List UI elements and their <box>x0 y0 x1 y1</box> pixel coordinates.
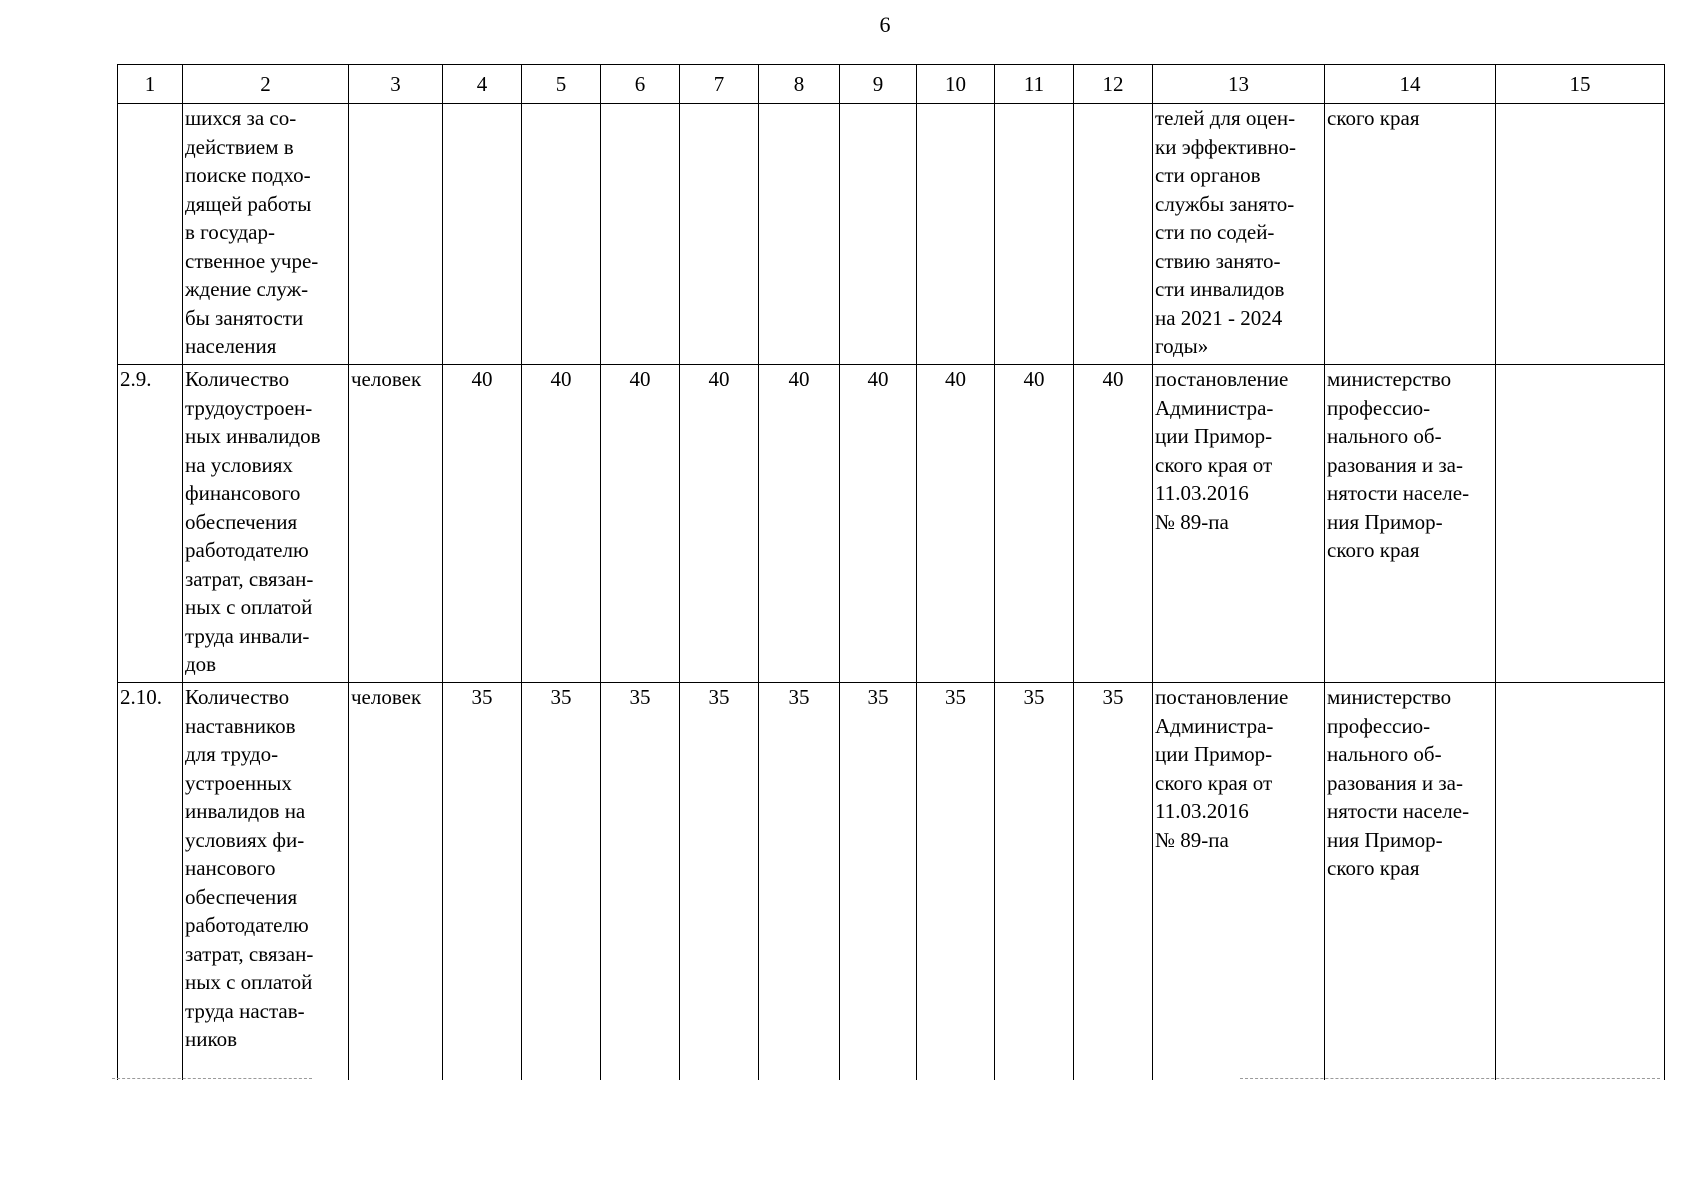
indicator-value: 40 <box>443 365 522 683</box>
indicator-value <box>995 104 1074 365</box>
indicator-value <box>680 104 759 365</box>
indicator-value <box>601 104 680 365</box>
indicator-value: 40 <box>522 365 601 683</box>
indicator-value: 40 <box>680 365 759 683</box>
column-number: 4 <box>443 65 522 104</box>
indicator-name: Количество трудоустроен- ных инвалидов на условиях финансового обеспечения работодателю затрат, связан- ных с оплатой труда инвали- дов <box>183 365 349 683</box>
column-number: 14 <box>1325 65 1496 104</box>
column-number: 13 <box>1153 65 1325 104</box>
indicator-value: 35 <box>601 683 680 1081</box>
scan-artifact-line <box>1240 1078 1660 1079</box>
indicator-value <box>443 104 522 365</box>
column-number: 3 <box>349 65 443 104</box>
table-row <box>118 683 1665 1081</box>
column-number: 10 <box>917 65 995 104</box>
indicators-table <box>117 64 1665 1080</box>
column-number: 7 <box>680 65 759 104</box>
unit-of-measure: человек <box>349 683 443 1081</box>
source-document: постановление Администра- ции Примор- ского края от 11.03.2016 № 89-па <box>1153 683 1325 1081</box>
responsible-body: министерство профессио- нального об- разования и за- нятости населе- ния Примор- ского края <box>1325 365 1496 683</box>
column-number: 5 <box>522 65 601 104</box>
row-number <box>118 104 183 365</box>
indicator-value: 35 <box>680 683 759 1081</box>
indicator-value: 35 <box>840 683 917 1081</box>
column-number: 9 <box>840 65 917 104</box>
indicator-value: 40 <box>917 365 995 683</box>
responsible-body: ского края <box>1325 104 1496 365</box>
indicator-value <box>522 104 601 365</box>
column-number: 12 <box>1074 65 1153 104</box>
indicator-value: 35 <box>443 683 522 1081</box>
indicator-value: 40 <box>1074 365 1153 683</box>
indicator-name: шихся за со- действием в поиске подхо- дящей работы в государ- ственное учре- ждение служ- бы занятости населения <box>183 104 349 365</box>
column-number: 8 <box>759 65 840 104</box>
column-number: 2 <box>183 65 349 104</box>
indicator-value <box>917 104 995 365</box>
row-number: 2.10. <box>118 683 183 1081</box>
indicator-value: 35 <box>759 683 840 1081</box>
unit-of-measure: человек <box>349 365 443 683</box>
indicator-value <box>1074 104 1153 365</box>
column-number: 1 <box>118 65 183 104</box>
column-number-row <box>118 65 1665 104</box>
note-cell <box>1496 365 1665 683</box>
source-document: телей для оцен- ки эффективно- сти органов службы занято- сти по содей- ствию занято- сти инвалидов на 2021 - 2024 годы» <box>1153 104 1325 365</box>
row-number: 2.9. <box>118 365 183 683</box>
indicator-name: Количество наставников для трудо- устроенных инвалидов на условиях фи- нансового обеспечения работодателю затрат, связан- ных с оплатой труда настав- ников <box>183 683 349 1081</box>
column-number: 15 <box>1496 65 1665 104</box>
indicator-value: 35 <box>1074 683 1153 1081</box>
column-number: 6 <box>601 65 680 104</box>
responsible-body: министерство профессио- нального об- разования и за- нятости населе- ния Примор- ского края <box>1325 683 1496 1081</box>
indicator-value: 40 <box>995 365 1074 683</box>
indicator-value: 40 <box>759 365 840 683</box>
table-row <box>118 365 1665 683</box>
indicator-value: 35 <box>917 683 995 1081</box>
table-row <box>118 104 1665 365</box>
indicator-value: 40 <box>601 365 680 683</box>
indicator-value: 40 <box>840 365 917 683</box>
note-cell <box>1496 104 1665 365</box>
source-document: постановление Администра- ции Примор- ского края от 11.03.2016 № 89-па <box>1153 365 1325 683</box>
page-number: 6 <box>879 12 891 37</box>
indicator-value <box>840 104 917 365</box>
indicator-value <box>759 104 840 365</box>
indicator-value: 35 <box>522 683 601 1081</box>
scan-artifact-line <box>112 1078 312 1079</box>
unit-of-measure <box>349 104 443 365</box>
note-cell <box>1496 683 1665 1081</box>
indicator-value: 35 <box>995 683 1074 1081</box>
column-number: 11 <box>995 65 1074 104</box>
